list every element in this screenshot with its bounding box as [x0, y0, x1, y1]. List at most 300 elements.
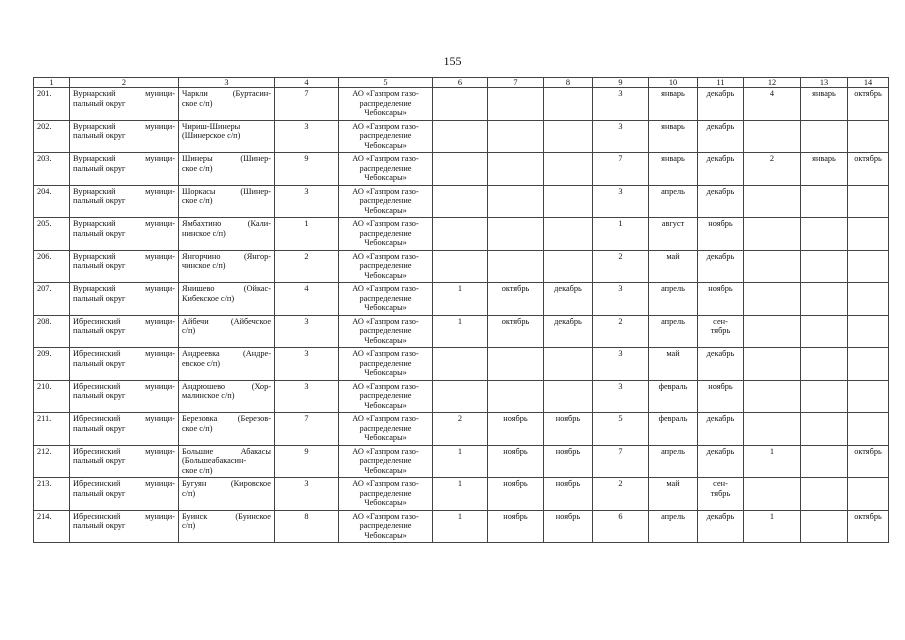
cell-c9: 7 — [593, 153, 649, 186]
cell-c13: январь — [801, 88, 848, 121]
cell-c11: ноябрь — [698, 380, 744, 413]
cell-line: АО «Газпром газо- — [352, 284, 419, 293]
cell-c10: май — [649, 250, 698, 283]
cell-line: распределение — [359, 293, 412, 303]
cell-line: АО «Газпром газо- — [352, 186, 419, 196]
cell-line: пальный округ — [73, 326, 126, 336]
district-cell — [70, 185, 179, 218]
district-cell — [70, 315, 179, 348]
cell-line: пальный округ — [73, 423, 126, 433]
cell-line: пальный округ — [73, 358, 126, 368]
cell-c13 — [801, 315, 848, 348]
households-cell: 3 — [275, 120, 339, 153]
table-row — [34, 283, 889, 316]
cell-c12 — [744, 348, 801, 381]
cell-c12: 2 — [744, 153, 801, 186]
cell-line: пальный округ — [73, 456, 126, 466]
cell-c14 — [848, 478, 889, 511]
cell-line: сен- — [713, 479, 728, 488]
cell-line: распределение — [359, 196, 412, 206]
settlement-cell — [179, 315, 275, 348]
column-header-12: 12 — [744, 78, 801, 88]
cell-c10: февраль — [649, 380, 698, 413]
cell-line: Буинск (Буинское — [182, 511, 271, 521]
district-cell — [70, 250, 179, 283]
cell-line: Березовка (Березов- — [182, 414, 271, 423]
cell-c7: ноябрь — [488, 478, 544, 511]
cell-line: Айбечи (Айбечское — [182, 316, 271, 326]
cell-line: Шоркасы (Шинер- — [182, 186, 271, 196]
cell-c10: январь — [649, 153, 698, 186]
table-row — [34, 153, 889, 186]
cell-line: АО «Газпром газо- — [352, 219, 419, 228]
table-row — [34, 413, 889, 446]
cell-c9: 3 — [593, 88, 649, 121]
cell-line: тябрь — [710, 326, 731, 336]
cell-c10: февраль — [649, 413, 698, 446]
cell-c6: 1 — [433, 445, 488, 478]
settlement-cell — [179, 218, 275, 251]
cell-c11: декабрь — [698, 413, 744, 446]
cell-c13 — [801, 380, 848, 413]
cell-line: пальный округ — [73, 228, 126, 238]
table-row — [34, 445, 889, 478]
cell-line: Чебоксары» — [364, 140, 407, 150]
cell-line: Чебоксары» — [364, 108, 407, 118]
cell-line: Чебоксары» — [364, 270, 407, 280]
cell-line: распределение — [359, 358, 412, 368]
cell-line: пальный округ — [73, 391, 126, 401]
cell-c8 — [544, 120, 593, 153]
cell-c13 — [801, 348, 848, 381]
table-row — [34, 478, 889, 511]
row-number-cell: 211. — [34, 413, 70, 446]
cell-c6 — [433, 185, 488, 218]
organization-cell — [339, 250, 433, 283]
households-cell: 3 — [275, 315, 339, 348]
cell-c9: 1 — [593, 218, 649, 251]
cell-c12: 4 — [744, 88, 801, 121]
cell-c13 — [801, 283, 848, 316]
cell-line: пальный округ — [73, 521, 126, 531]
row-number-cell: 208. — [34, 315, 70, 348]
row-number-cell: 214. — [34, 510, 70, 543]
organization-cell — [339, 283, 433, 316]
cell-c12: 1 — [744, 510, 801, 543]
cell-c11: декабрь — [698, 348, 744, 381]
cell-line: Чаркли (Буртасин- — [182, 89, 271, 98]
table-row — [34, 348, 889, 381]
cell-line: АО «Газпром газо- — [352, 381, 419, 391]
cell-c14 — [848, 283, 889, 316]
column-header-13: 13 — [801, 78, 848, 88]
row-number-cell: 201. — [34, 88, 70, 121]
gasification-schedule-table — [33, 77, 889, 543]
households-cell: 3 — [275, 380, 339, 413]
cell-c6 — [433, 88, 488, 121]
cell-c11: ноябрь — [698, 218, 744, 251]
cell-line: АО «Газпром газо- — [352, 89, 419, 98]
row-number-cell: 203. — [34, 153, 70, 186]
cell-c8 — [544, 250, 593, 283]
cell-line: ское с/п) — [182, 465, 213, 475]
cell-c14 — [848, 120, 889, 153]
cell-line: Чебоксары» — [364, 498, 407, 508]
cell-line: Вурнарский муници- — [73, 121, 175, 131]
cell-c7 — [488, 380, 544, 413]
cell-c11 — [698, 478, 744, 511]
cell-c12 — [744, 380, 801, 413]
cell-c14: октябрь — [848, 153, 889, 186]
cell-line: Вурнарский муници- — [73, 284, 175, 293]
column-number-row — [34, 78, 889, 88]
cell-c8: ноябрь — [544, 510, 593, 543]
cell-c6 — [433, 250, 488, 283]
column-header-14: 14 — [848, 78, 889, 88]
cell-c8: ноябрь — [544, 478, 593, 511]
cell-c13 — [801, 510, 848, 543]
cell-line: Чебоксары» — [364, 205, 407, 215]
households-cell: 2 — [275, 250, 339, 283]
households-cell: 3 — [275, 478, 339, 511]
cell-line: Чебоксары» — [364, 400, 407, 410]
row-number-cell: 209. — [34, 348, 70, 381]
table-row — [34, 88, 889, 121]
cell-c6: 1 — [433, 478, 488, 511]
cell-c13 — [801, 185, 848, 218]
organization-cell — [339, 445, 433, 478]
cell-c7: ноябрь — [488, 413, 544, 446]
column-header-5: 5 — [339, 78, 433, 88]
column-header-7: 7 — [488, 78, 544, 88]
cell-line: АО «Газпром газо- — [352, 121, 419, 131]
cell-line: чинское с/п) — [182, 261, 226, 271]
settlement-cell — [179, 510, 275, 543]
cell-line: тябрь — [710, 488, 731, 498]
cell-line: АО «Газпром газо- — [352, 349, 419, 358]
cell-line: Чебоксары» — [364, 368, 407, 378]
cell-c12 — [744, 218, 801, 251]
cell-c14: октябрь — [848, 88, 889, 121]
cell-line: Бугуян (Кировское — [182, 479, 271, 488]
cell-line: пальный округ — [73, 196, 126, 206]
table-row — [34, 185, 889, 218]
cell-line: сен- — [713, 316, 728, 326]
households-cell: 7 — [275, 413, 339, 446]
cell-c12 — [744, 315, 801, 348]
cell-line: пальный округ — [73, 131, 126, 141]
cell-line: АО «Газпром газо- — [352, 316, 419, 326]
cell-c9: 3 — [593, 283, 649, 316]
cell-line: Чебоксары» — [364, 335, 407, 345]
settlement-cell — [179, 153, 275, 186]
cell-line: Вурнарский муници- — [73, 186, 175, 196]
settlement-cell — [179, 445, 275, 478]
cell-line: Чебоксары» — [364, 530, 407, 540]
district-cell — [70, 478, 179, 511]
cell-c7: ноябрь — [488, 510, 544, 543]
cell-c8 — [544, 380, 593, 413]
settlement-cell — [179, 348, 275, 381]
page-number: 155 — [443, 54, 462, 68]
district-cell — [70, 510, 179, 543]
cell-c13 — [801, 478, 848, 511]
cell-c10: апрель — [649, 445, 698, 478]
cell-c7 — [488, 348, 544, 381]
organization-cell — [339, 348, 433, 381]
column-header-3: 3 — [179, 78, 275, 88]
cell-line: Вурнарский муници- — [73, 154, 175, 163]
cell-line: Ибресинский муници- — [73, 414, 175, 423]
row-number-cell: 204. — [34, 185, 70, 218]
cell-line: АО «Газпром газо- — [352, 251, 419, 261]
cell-line: АО «Газпром газо- — [352, 414, 419, 423]
organization-cell — [339, 88, 433, 121]
settlement-cell — [179, 478, 275, 511]
cell-line: Чебоксары» — [364, 173, 407, 183]
cell-c10: апрель — [649, 315, 698, 348]
cell-line: пальный округ — [73, 488, 126, 498]
organization-cell — [339, 478, 433, 511]
cell-line: распределение — [359, 488, 412, 498]
cell-c8 — [544, 88, 593, 121]
cell-c12 — [744, 413, 801, 446]
cell-c12 — [744, 120, 801, 153]
district-cell — [70, 445, 179, 478]
column-header-11: 11 — [698, 78, 744, 88]
cell-line: с/п) — [182, 488, 196, 498]
cell-c11: декабрь — [698, 445, 744, 478]
cell-c11: декабрь — [698, 120, 744, 153]
cell-c13 — [801, 218, 848, 251]
settlement-cell — [179, 283, 275, 316]
cell-line: пальный округ — [73, 293, 126, 303]
cell-line: Чебоксары» — [364, 433, 407, 443]
cell-c14 — [848, 185, 889, 218]
cell-c7 — [488, 88, 544, 121]
cell-c9: 3 — [593, 380, 649, 413]
cell-c6: 1 — [433, 283, 488, 316]
cell-c7 — [488, 250, 544, 283]
cell-c12: 1 — [744, 445, 801, 478]
cell-line: распределение — [359, 521, 412, 531]
cell-c12 — [744, 185, 801, 218]
settlement-cell — [179, 250, 275, 283]
cell-line: ское с/п) — [182, 196, 213, 206]
cell-c10: август — [649, 218, 698, 251]
cell-line: Вурнарский муници- — [73, 251, 175, 261]
cell-line: ское с/п) — [182, 163, 213, 173]
households-cell: 8 — [275, 510, 339, 543]
column-header-10: 10 — [649, 78, 698, 88]
district-cell — [70, 88, 179, 121]
column-header-6: 6 — [433, 78, 488, 88]
cell-line: Янишево (Ойкас- — [182, 284, 271, 293]
table-row — [34, 510, 889, 543]
cell-line: распределение — [359, 163, 412, 173]
cell-c8: ноябрь — [544, 413, 593, 446]
cell-c14 — [848, 250, 889, 283]
cell-c7 — [488, 218, 544, 251]
cell-c9: 2 — [593, 315, 649, 348]
cell-c9: 2 — [593, 250, 649, 283]
cell-line: Ибресинский муници- — [73, 349, 175, 358]
cell-c11: декабрь — [698, 250, 744, 283]
cell-c6 — [433, 380, 488, 413]
cell-c10: январь — [649, 88, 698, 121]
cell-line: Янгорчино (Янгор- — [182, 251, 271, 261]
cell-line: распределение — [359, 326, 412, 336]
district-cell — [70, 218, 179, 251]
cell-c14 — [848, 218, 889, 251]
district-cell — [70, 120, 179, 153]
row-number-cell: 213. — [34, 478, 70, 511]
households-cell: 7 — [275, 88, 339, 121]
row-number-cell: 212. — [34, 445, 70, 478]
households-cell: 1 — [275, 218, 339, 251]
cell-line: Вурнарский муници- — [73, 219, 175, 228]
households-cell: 3 — [275, 185, 339, 218]
table-body — [34, 88, 889, 543]
households-cell: 3 — [275, 348, 339, 381]
cell-line: евское с/п) — [182, 358, 221, 368]
cell-c8 — [544, 218, 593, 251]
cell-c8 — [544, 348, 593, 381]
cell-c13: январь — [801, 153, 848, 186]
cell-line: Ибресинский муници- — [73, 446, 175, 456]
row-number-cell: 206. — [34, 250, 70, 283]
cell-line: АО «Газпром газо- — [352, 479, 419, 488]
cell-line: пальный округ — [73, 98, 126, 108]
cell-c8 — [544, 185, 593, 218]
cell-c12 — [744, 478, 801, 511]
cell-line: распределение — [359, 131, 412, 141]
table-row — [34, 380, 889, 413]
cell-line: Чебоксары» — [364, 465, 407, 475]
cell-c11: декабрь — [698, 510, 744, 543]
cell-line: Андрюшево (Хор- — [182, 381, 271, 391]
table-row — [34, 218, 889, 251]
column-header-9: 9 — [593, 78, 649, 88]
cell-c6: 1 — [433, 315, 488, 348]
cell-line: распределение — [359, 456, 412, 466]
cell-line: распределение — [359, 98, 412, 108]
cell-c7 — [488, 185, 544, 218]
settlement-cell — [179, 185, 275, 218]
organization-cell — [339, 380, 433, 413]
cell-c6 — [433, 120, 488, 153]
organization-cell — [339, 413, 433, 446]
cell-line: Андреевка (Андре- — [182, 349, 271, 358]
cell-line: ское с/п) — [182, 423, 213, 433]
settlement-cell — [179, 413, 275, 446]
cell-c11: декабрь — [698, 185, 744, 218]
cell-line: (Шинерское с/п) — [182, 131, 241, 141]
cell-c7: ноябрь — [488, 445, 544, 478]
district-cell — [70, 153, 179, 186]
cell-c9: 3 — [593, 348, 649, 381]
organization-cell — [339, 153, 433, 186]
households-cell: 4 — [275, 283, 339, 316]
cell-line: Вурнарский муници- — [73, 89, 175, 98]
settlement-cell — [179, 120, 275, 153]
column-header-2: 2 — [70, 78, 179, 88]
cell-line: АО «Газпром газо- — [352, 154, 419, 163]
cell-c7 — [488, 120, 544, 153]
cell-c8: декабрь — [544, 283, 593, 316]
cell-line: Ямбахтино (Кали- — [182, 219, 271, 228]
cell-c9: 2 — [593, 478, 649, 511]
organization-cell — [339, 510, 433, 543]
cell-line: малинское с/п) — [182, 391, 235, 401]
district-cell — [70, 413, 179, 446]
cell-c14 — [848, 315, 889, 348]
settlement-cell — [179, 88, 275, 121]
cell-line: пальный округ — [73, 163, 126, 173]
cell-line: нинское с/п) — [182, 228, 226, 238]
organization-cell — [339, 185, 433, 218]
cell-c9: 5 — [593, 413, 649, 446]
table-row — [34, 120, 889, 153]
cell-c10: январь — [649, 120, 698, 153]
cell-c13 — [801, 413, 848, 446]
cell-line: с/п) — [182, 326, 196, 336]
cell-c10: май — [649, 348, 698, 381]
cell-c12 — [744, 250, 801, 283]
cell-c12 — [744, 283, 801, 316]
district-cell — [70, 283, 179, 316]
cell-line: АО «Газпром газо- — [352, 511, 419, 521]
cell-line: распределение — [359, 391, 412, 401]
cell-c8: ноябрь — [544, 445, 593, 478]
column-header-8: 8 — [544, 78, 593, 88]
organization-cell — [339, 315, 433, 348]
cell-c9: 6 — [593, 510, 649, 543]
cell-c14: октябрь — [848, 445, 889, 478]
cell-c10: май — [649, 478, 698, 511]
cell-line: Чириш-Шинеры — [182, 121, 241, 131]
cell-c6: 2 — [433, 413, 488, 446]
cell-c9: 3 — [593, 185, 649, 218]
table-row — [34, 315, 889, 348]
cell-line: Ибресинский муници- — [73, 511, 175, 521]
cell-c6: 1 — [433, 510, 488, 543]
cell-c11: декабрь — [698, 88, 744, 121]
column-header-1: 1 — [34, 78, 70, 88]
cell-line: ское с/п) — [182, 98, 213, 108]
cell-c14 — [848, 413, 889, 446]
cell-c13 — [801, 250, 848, 283]
organization-cell — [339, 218, 433, 251]
cell-c6 — [433, 153, 488, 186]
cell-line: распределение — [359, 228, 412, 238]
cell-line: распределение — [359, 261, 412, 271]
row-number-cell: 205. — [34, 218, 70, 251]
settlement-cell — [179, 380, 275, 413]
row-number-cell: 207. — [34, 283, 70, 316]
cell-line: с/п) — [182, 521, 196, 531]
column-header-4: 4 — [275, 78, 339, 88]
cell-c6 — [433, 218, 488, 251]
cell-line: Ибресинский муници- — [73, 316, 175, 326]
cell-c10: апрель — [649, 283, 698, 316]
cell-c7: октябрь — [488, 315, 544, 348]
cell-line: Большие Абакасы — [182, 446, 271, 456]
cell-line: Чебоксары» — [364, 303, 407, 313]
cell-c8: декабрь — [544, 315, 593, 348]
cell-c10: апрель — [649, 185, 698, 218]
organization-cell — [339, 120, 433, 153]
